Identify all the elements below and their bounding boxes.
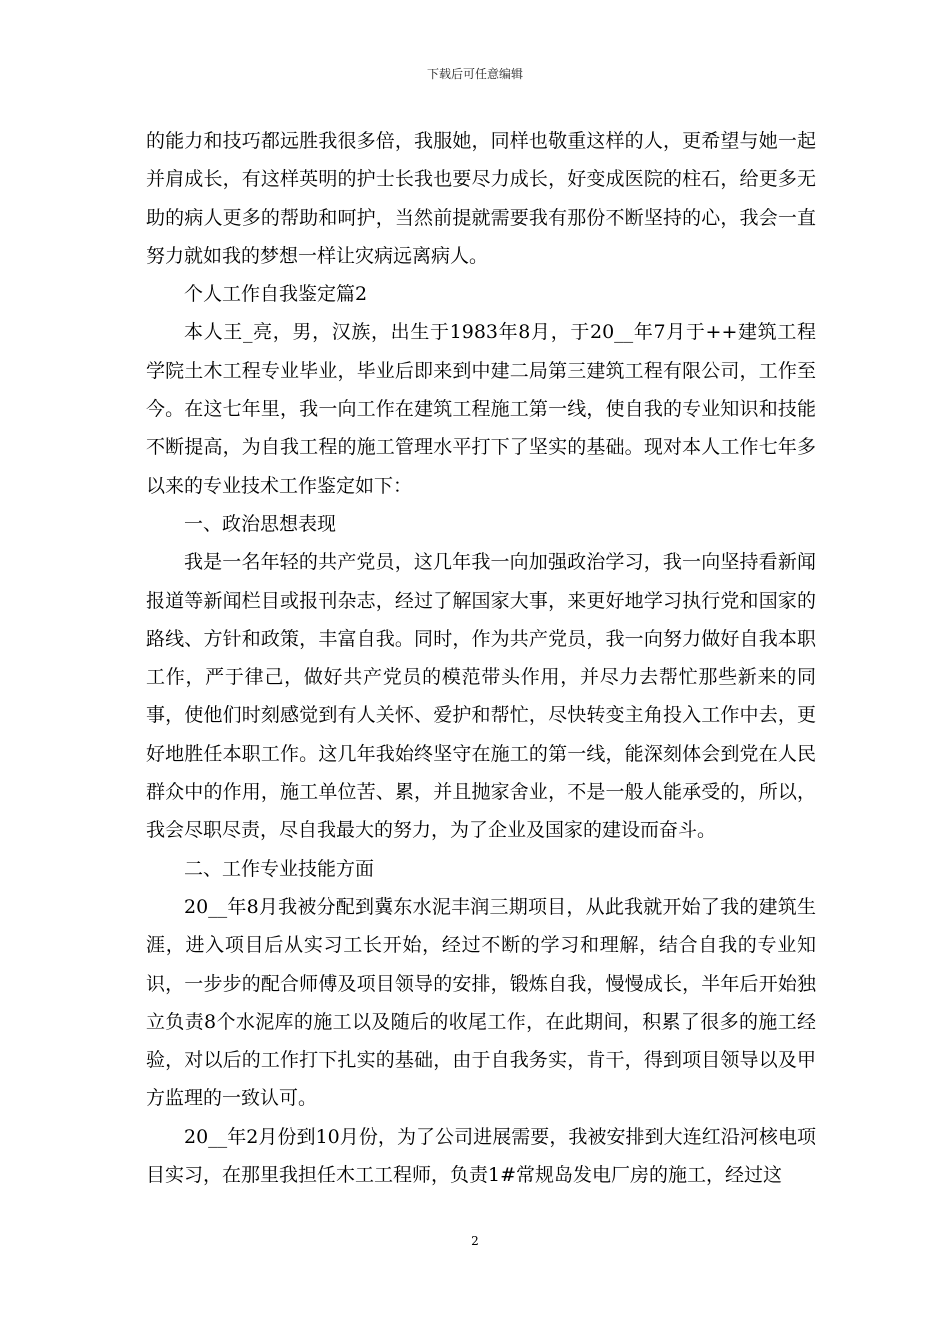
- paragraph-political-thought: 我是一名年轻的共产党员，这几年我一向加强政治学习，我一向坚持看新闻报道等新闻栏目或报刊杂志，经过了解国家大事，来更好地学习执行党和国家的路线、方针和政策，丰富自我。同时，作为共产党员，我一向努力做好自我本职工作，严于律己，做好共产党员的模范带头作用，并尽力去帮忙那些新来的同事，使他们时刻感觉到有人关怀、爱护和帮忙，尽快转变主角投入工作中去，更好地胜任本职工作。这几年我始终坚守在施工的第一线，能深刻体会到党在人民群众中的作用，施工单位苦、累，并且抛家舍业，不是一般人能承受的，所以，我会尽职尽责，尽自我最大的努力，为了企业及国家的建设而奋斗。: [146, 551, 816, 842]
- page-number: 2: [471, 1234, 479, 1248]
- section-title-part-2: 个人工作自我鉴定篇2: [184, 283, 368, 306]
- heading-political-thought: 一、政治思想表现: [184, 512, 337, 535]
- document-body: [146, 122, 816, 1194]
- paragraph-professional-skills-1: 20__年8月我被分配到冀东水泥丰润三期项目，从此我就开始了我的建筑生涯，进入项目后从实习工长开始，经过不断的学习和理解，结合自我的专业知识，一步步的配合师傅及项目领导的安排，锻炼自我，慢慢成长，半年后开始独立负责8个水泥库的施工以及随后的收尾工作，在此期间，积累了很多的施工经验，对以后的工作打下扎实的基础，由于自我务实，肯干，得到项目领导以及甲方监理的一致认可。: [146, 895, 816, 1110]
- paragraph-professional-skills-2: 20__年2月份到10月份，为了公司进展需要，我被安排到大连红沿河核电项目实习，在那里我担任木工工程师，负责1#常规岛发电厂房的施工，经过这: [146, 1125, 816, 1187]
- paragraph-introduction: 本人王_亮，男，汉族，出生于1983年8月，于20__年7月于++建筑工程学院土木工程专业毕业，毕业后即来到中建二局第三建筑工程有限公司，工作至今。在这七年里，我一向工作在建筑工程施工第一线，使自我的专业知识和技能不断提高，为自我工程的施工管理水平打下了坚实的基础。现对本人工作七年多以来的专业技术工作鉴定如下：: [146, 321, 816, 497]
- page-header: 下载后可任意编辑: [426, 67, 523, 81]
- heading-professional-skills: 二、工作专业技能方面: [184, 857, 375, 880]
- paragraph-continuation: 的能力和技巧都远胜我很多倍，我服她，同样也敬重这样的人，更希望与她一起并肩成长，有这样英明的护士长我也要尽力成长，好变成医院的柱石，给更多无助的病人更多的帮助和呵护，当然前提就需要我有那份不断坚持的心，我会一直努力就如我的梦想一样让灾病远离病人。: [146, 130, 816, 267]
